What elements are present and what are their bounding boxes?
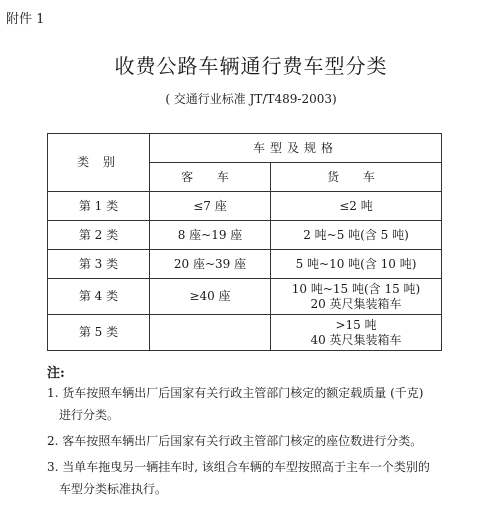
table-row — [48, 279, 442, 315]
row-passenger: ≤7 座 — [150, 192, 271, 221]
note-text: 3. 当单车拖曳另一辆挂车时, 该组合车辆的车型按照高于主车一个类别的 — [47, 460, 430, 474]
note-text: 2. 客车按照车辆出厂后国家有关行政主管部门核定的座位数进行分类。 — [47, 434, 423, 448]
header-truck: 货 车 — [271, 163, 442, 192]
header-category: 类 别 — [48, 134, 150, 192]
standard-reference: ( 交通行业标准 JT/T489-2003) — [165, 92, 337, 106]
header-spec: 车型及规格 — [150, 134, 442, 163]
row-truck — [271, 315, 442, 351]
row-truck — [271, 221, 442, 250]
truck-spec: >15 吨 — [335, 317, 377, 332]
truck-spec: 10 吨~15 吨(含 15 吨) — [291, 281, 421, 296]
note-text: 1. 货车按照车辆出厂后国家有关行政主管部门核定的额定载质量 (千克) — [47, 386, 424, 400]
row-truck — [271, 279, 442, 315]
table-row — [48, 250, 442, 279]
row-truck — [271, 192, 442, 221]
truck-spec: 2 吨~5 吨(含 5 吨) — [303, 227, 409, 242]
attachment-label: 附件 1 — [6, 12, 45, 27]
vehicle-class-table — [47, 133, 442, 351]
truck-spec-extra: 20 英尺集装箱车 — [310, 296, 402, 311]
truck-spec: ≤2 吨 — [339, 198, 373, 213]
row-category: 第 3 类 — [48, 250, 150, 279]
header-passenger: 客 车 — [150, 163, 271, 192]
note-item — [47, 456, 487, 500]
row-category: 第 1 类 — [48, 192, 150, 221]
table-row — [48, 192, 442, 221]
row-truck — [271, 250, 442, 279]
note-continuation: 进行分类。 — [59, 408, 120, 422]
row-passenger: 20 座~39 座 — [150, 250, 271, 279]
row-category: 第 4 类 — [48, 279, 150, 315]
row-passenger: 8 座~19 座 — [150, 221, 271, 250]
note-continuation: 车型分类标准执行。 — [59, 482, 168, 496]
note-item — [47, 430, 487, 452]
row-category: 第 5 类 — [48, 315, 150, 351]
table-row — [48, 221, 442, 250]
truck-spec-extra: 40 英尺集装箱车 — [310, 332, 402, 347]
table-row — [48, 315, 442, 351]
document-title: 收费公路车辆通行费车型分类 — [114, 54, 388, 78]
notes-heading: 注: — [47, 366, 65, 381]
row-passenger — [150, 315, 271, 351]
row-category: 第 2 类 — [48, 221, 150, 250]
row-passenger: ≥40 座 — [150, 279, 271, 315]
note-item — [47, 382, 487, 426]
truck-spec: 5 吨~10 吨(含 10 吨) — [295, 256, 417, 271]
